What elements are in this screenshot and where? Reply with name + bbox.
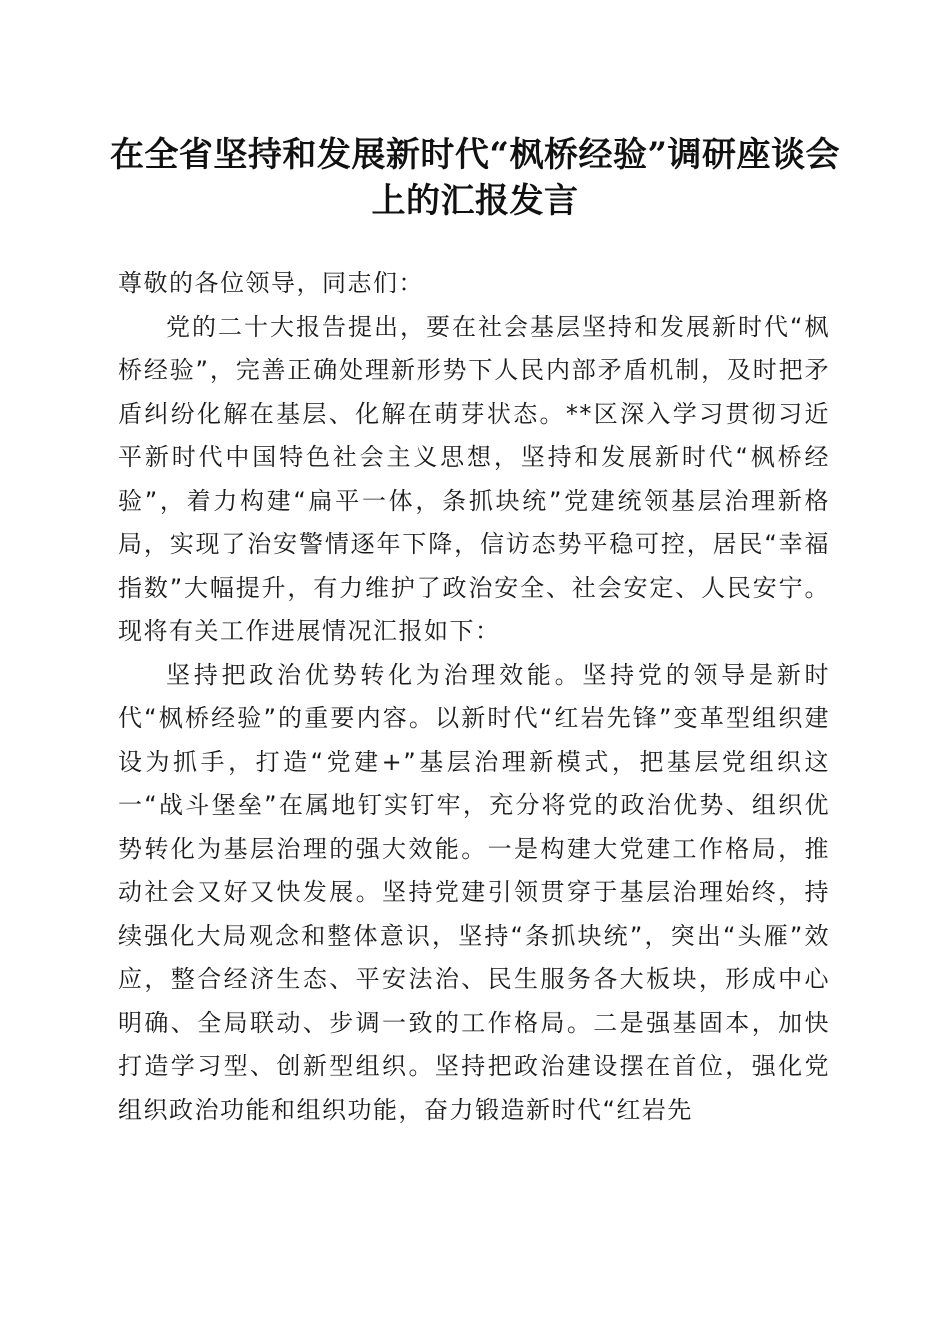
salutation: 尊敬的各位领导，同志们： xyxy=(118,269,424,297)
paragraph-political-advantage: 坚持把政治优势转化为治理效能。坚持党的领导是新时代“枫桥经验”的重要内容。以新时代“红岩先锋”变革型组织建设为抓手，打造“党建+”基层治理新模式，把基层党组织这一“战斗堡垒”在属地钉实钉牢，充分将党的政治优势、组织优势转化为基层治理的强大效能。一是构建大党建工作格局，推动社会又好又快发展。坚持党建引领贯穿于基层治理始终，持续强化大局观念和整体意识，坚持“条抓块统”，突出“头雁”效应，整合经济生态、平安法治、民生服务各大板块，形成中心明确、全局联动、步调一致的工作格局。二是强基固本，加快打造学习型、创新型组织。坚持把政治建设摆在首位，强化党组织政治功能和组织功能，奋力锻造新时代“红岩先 xyxy=(118,660,830,1124)
document-title: 在全省坚持和发展新时代“枫桥经验”调研座谈会上的汇报发言 xyxy=(109,135,841,221)
paragraph-intro: 党的二十大报告提出，要在社会基层坚持和发展新时代“枫桥经验”，完善正确处理新形势下人民内部矛盾机制，及时把矛盾纠纷化解在基层、化解在萌芽状态。**区深入学习贯彻习近平新时代中国特色社会主义思想，坚持和发展新时代“枫桥经验”，着力构建“扁平一体，条抓块统”党建统领基层治理新格局，实现了治安警情逐年下降，信访态势平稳可控，居民“幸福指数”大幅提升，有力维护了政治安全、社会安定、人民安宁。现将有关工作进展情况汇报如下： xyxy=(118,312,830,645)
document-body xyxy=(118,262,830,1132)
